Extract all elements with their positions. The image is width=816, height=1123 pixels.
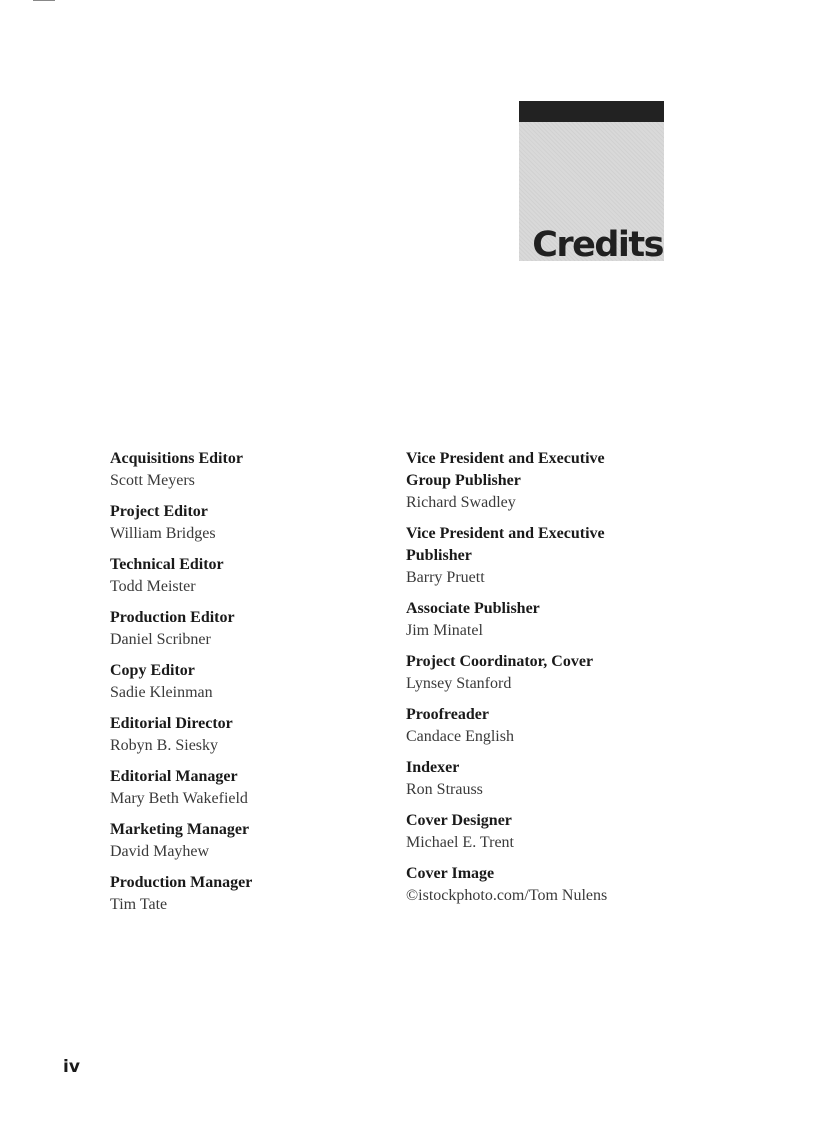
credit-name: Daniel Scribner <box>110 631 211 648</box>
chapter-title-block <box>519 101 664 265</box>
credits-right-column <box>406 448 706 916</box>
credit-entry <box>406 448 706 514</box>
credit-role: Cover Image <box>406 865 495 882</box>
credit-role: Editorial Director <box>110 715 233 732</box>
credit-role: Technical Editor <box>110 556 224 573</box>
credit-entry <box>406 523 706 589</box>
title-bar <box>519 101 664 122</box>
credit-entry <box>406 810 706 854</box>
credit-role: Associate Publisher <box>406 600 540 617</box>
credit-entry <box>110 448 400 492</box>
page-title: Credits <box>532 225 663 265</box>
credit-name: Ron Strauss <box>406 781 483 798</box>
credit-role: Production Manager <box>110 874 253 891</box>
corner-rule <box>33 0 55 1</box>
credit-name: Scott Meyers <box>110 472 195 489</box>
credit-role: Project Editor <box>110 503 208 520</box>
credit-entry <box>110 554 400 598</box>
credit-name: Lynsey Stanford <box>406 675 512 692</box>
credit-name: Richard Swadley <box>406 494 516 511</box>
credit-entry <box>406 757 706 801</box>
credit-name: Sadie Kleinman <box>110 684 213 701</box>
credit-role: Indexer <box>406 759 460 776</box>
credit-entry <box>110 872 400 916</box>
credit-entry <box>110 607 400 651</box>
credit-name: William Bridges <box>110 525 216 542</box>
page-number: iv <box>63 1057 80 1077</box>
credit-name: Michael E. Trent <box>406 834 514 851</box>
credit-role: Vice President and Executive Publisher <box>406 525 605 564</box>
credit-name: Mary Beth Wakefield <box>110 790 248 807</box>
credit-name: David Mayhew <box>110 843 210 860</box>
credit-name: ©istockphoto.com/Tom Nulens <box>406 887 608 904</box>
credit-role: Editorial Manager <box>110 768 238 785</box>
credit-entry <box>110 660 400 704</box>
credit-role: Cover Designer <box>406 812 512 829</box>
credit-name: Tim Tate <box>110 896 168 913</box>
credit-role: Project Coordinator, Cover <box>406 653 594 670</box>
credit-name: Candace English <box>406 728 514 745</box>
credit-entry <box>110 501 400 545</box>
credits-left-column <box>110 448 400 925</box>
credit-name: Jim Minatel <box>406 622 483 639</box>
credit-name: Todd Meister <box>110 578 196 595</box>
credit-entry <box>406 704 706 748</box>
credit-role: Vice President and Executive Group Publisher <box>406 450 605 489</box>
credit-entry <box>406 598 706 642</box>
credit-role: Acquisitions Editor <box>110 450 243 467</box>
credit-entry <box>110 766 400 810</box>
credit-name: Barry Pruett <box>406 569 485 586</box>
credit-role: Marketing Manager <box>110 821 250 838</box>
credit-name: Robyn B. Siesky <box>110 737 219 754</box>
credit-entry <box>406 863 706 907</box>
credit-role: Copy Editor <box>110 662 195 679</box>
credit-entry <box>110 819 400 863</box>
credit-role: Production Editor <box>110 609 235 626</box>
credit-entry <box>110 713 400 757</box>
credit-role: Proofreader <box>406 706 489 723</box>
credit-entry <box>406 651 706 695</box>
